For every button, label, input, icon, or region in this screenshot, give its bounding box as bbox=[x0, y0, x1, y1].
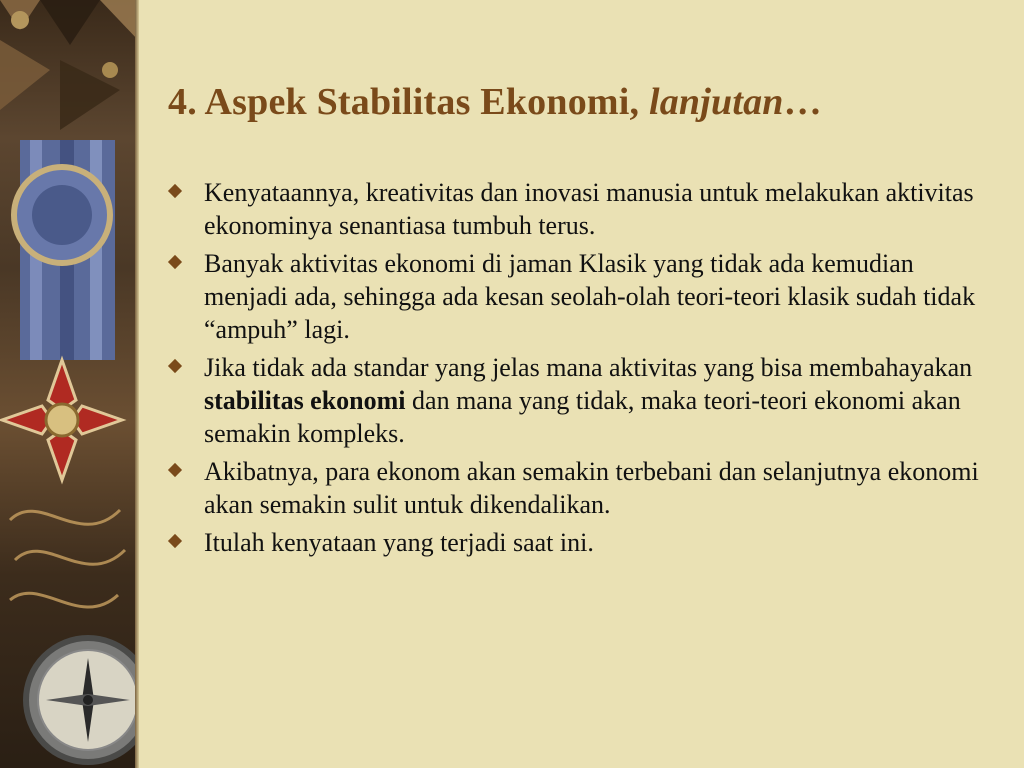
title-italic: lanjutan bbox=[648, 81, 784, 123]
button-ornament-icon bbox=[11, 11, 29, 29]
bullet-item bbox=[168, 176, 998, 242]
decorative-strip bbox=[0, 0, 138, 768]
bullet-text: Kenyataannya, kreativitas dan inovasi manusia untuk melakukan aktivitas ekonominya senantiasa tumbuh terus. bbox=[204, 178, 974, 240]
title-suffix: … bbox=[783, 81, 822, 123]
slide-title bbox=[168, 80, 822, 124]
medal-ribbon-icon bbox=[14, 140, 115, 360]
strip-divider bbox=[135, 0, 139, 768]
diamond-bullet-icon bbox=[168, 359, 182, 373]
decorative-image bbox=[0, 0, 138, 768]
bullet-text: Banyak aktivitas ekonomi di jaman Klasik yang tidak ada kemudian menjadi ada, sehingga ada kesan seolah-olah teori-teori klasik sudah tidak “ampuh” lagi. bbox=[204, 249, 976, 344]
bullet-text: Itulah kenyataan yang terjadi saat ini. bbox=[204, 528, 594, 557]
diamond-bullet-icon bbox=[168, 184, 182, 198]
bullet-item bbox=[168, 351, 998, 450]
diamond-bullet-icon bbox=[168, 255, 182, 269]
bullet-text: dan mana yang tidak, maka teori-teori ekonomi akan semakin kompleks. bbox=[204, 386, 961, 448]
bullet-item bbox=[168, 526, 998, 559]
tile-pattern bbox=[0, 0, 138, 130]
bullet-text: Akibatnya, para ekonom akan semakin terbebani dan selanjutnya ekonomi akan semakin sulit untuk dikendalikan. bbox=[204, 457, 979, 519]
diamond-bullet-icon bbox=[168, 534, 182, 548]
title-main: 4. Aspek Stabilitas Ekonomi, bbox=[168, 81, 649, 123]
bullet-text: Jika tidak ada standar yang jelas mana aktivitas yang bisa membahayakan bbox=[204, 353, 973, 382]
bullet-bold-term: stabilitas ekonomi bbox=[204, 386, 406, 415]
bullet-item bbox=[168, 455, 998, 521]
cross-medal-icon bbox=[2, 360, 122, 480]
diamond-bullet-icon bbox=[168, 463, 182, 477]
bullet-list bbox=[168, 176, 998, 564]
filigree-ornament bbox=[10, 510, 125, 607]
compass-icon bbox=[26, 638, 138, 762]
bullet-item bbox=[168, 247, 998, 346]
